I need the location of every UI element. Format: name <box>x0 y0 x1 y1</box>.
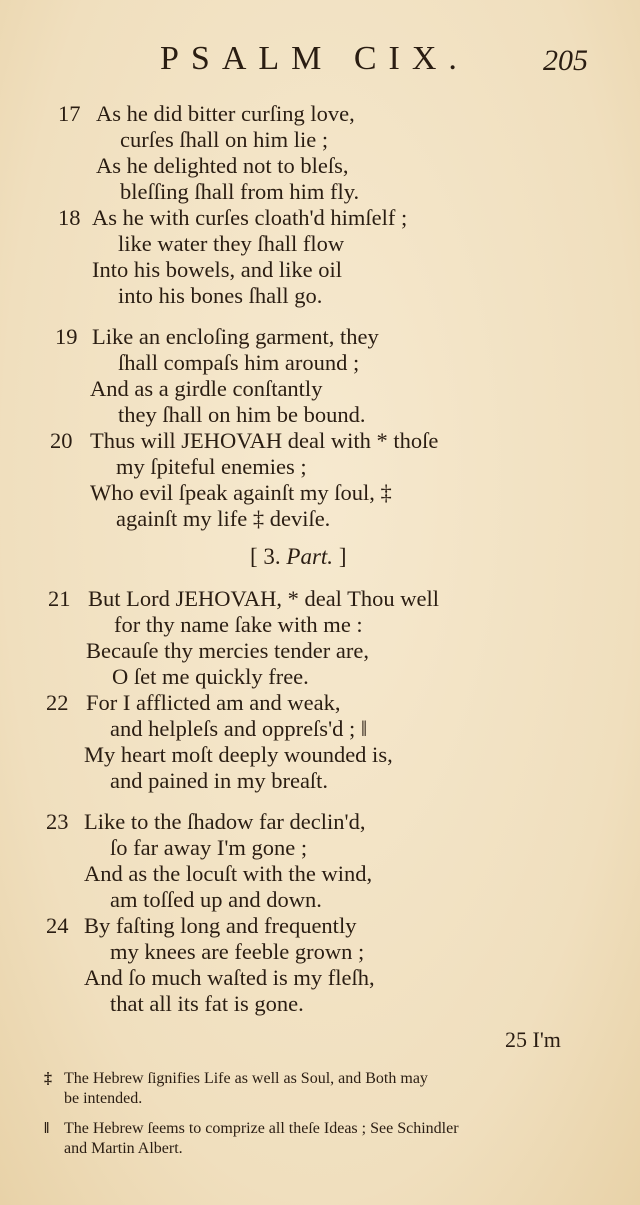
verse-number: 21 <box>48 586 71 611</box>
part-bracket-close: ] <box>338 544 347 569</box>
verse-number: 18 <box>58 205 81 230</box>
verse-line: And as a girdle conſtantly <box>90 376 323 401</box>
page-title: PSALM CIX. <box>160 40 469 77</box>
verse-line: As he with curſes cloath'd himſelf ; <box>92 205 408 230</box>
verse-line: like water they ſhall flow <box>118 231 345 256</box>
page-header <box>0 40 640 84</box>
verse-line: am toſſed up and down. <box>110 887 322 912</box>
footnote <box>44 1120 459 1138</box>
verse-line: for thy name ſake with me : <box>114 612 363 637</box>
verse-line: Like to the ſhadow far declin'd, <box>84 809 366 834</box>
verse-number: 22 <box>46 690 69 715</box>
verse-line: Becauſe thy mercies tender are, <box>86 638 369 663</box>
part-label: Part. <box>286 544 334 569</box>
verse-number: 19 <box>55 324 78 349</box>
verse-line: againſt my life ‡ deviſe. <box>116 506 331 531</box>
part-heading <box>250 544 346 570</box>
verse-line: My heart moſt deeply wounded is, <box>84 742 393 767</box>
verse-line: Thus will JEHOVAH deal with * thoſe <box>90 428 439 453</box>
verse-line: As he delighted not to bleſs, <box>96 153 349 178</box>
verse-number: 20 <box>50 428 73 453</box>
page-number: 205 <box>543 44 588 77</box>
part-number: 3. <box>263 544 281 569</box>
catchword: 25 I'm <box>505 1027 561 1052</box>
verse-number: 24 <box>46 913 69 938</box>
verse-line: And as the locuſt with the wind, <box>84 861 373 886</box>
verse-line: that all its fat is gone. <box>110 991 304 1016</box>
verse-line: curſes ſhall on him lie ; <box>120 127 329 152</box>
verse-line: my ſpiteful enemies ; <box>116 454 307 479</box>
part-bracket-open: [ <box>250 544 258 569</box>
footnote <box>44 1070 428 1088</box>
footnote-symbol: ‡ <box>44 1070 52 1087</box>
verse-line: And ſo much waſted is my fleſh, <box>84 965 375 990</box>
verse-line: ſo far away I'm gone ; <box>110 835 308 860</box>
footnote-line: The Hebrew ſeems to comprize all theſe Ideas ; See Schindler <box>64 1120 459 1137</box>
footnote-line: be intended. <box>64 1090 143 1107</box>
verse-line: bleſſing ſhall from him fly. <box>120 179 360 204</box>
verse-line: and helpleſs and oppreſs'd ; ‖ <box>110 716 368 741</box>
verse-line: O ſet me quickly free. <box>112 664 309 689</box>
footnote-line: and Martin Albert. <box>64 1140 183 1157</box>
footnote-symbol: ‖ <box>44 1120 50 1137</box>
verse-line: Like an encloſing garment, they <box>92 324 379 349</box>
verse-number: 23 <box>46 809 69 834</box>
verse-number: 17 <box>58 101 81 126</box>
verse-line: they ſhall on him be bound. <box>118 402 366 427</box>
verse-line: By faſting long and frequently <box>84 913 357 938</box>
verse-line: ſhall compaſs him around ; <box>118 350 360 375</box>
verse-line: Who evil ſpeak againſt my ſoul, ‡ <box>90 480 392 505</box>
footnote-line: The Hebrew ſignifies Life as well as Soul, and Both may <box>64 1070 428 1087</box>
verse-line: into his bones ſhall go. <box>118 283 323 308</box>
verse-line: As he did bitter curſing love, <box>96 101 355 126</box>
verse-line: and pained in my breaſt. <box>110 768 329 793</box>
verse-line: Into his bowels, and like oil <box>92 257 342 282</box>
verse-line: But Lord JEHOVAH, * deal Thou well <box>88 586 440 611</box>
verse-line: my knees are feeble grown ; <box>110 939 365 964</box>
verse-line: For I afflicted am and weak, <box>86 690 341 715</box>
